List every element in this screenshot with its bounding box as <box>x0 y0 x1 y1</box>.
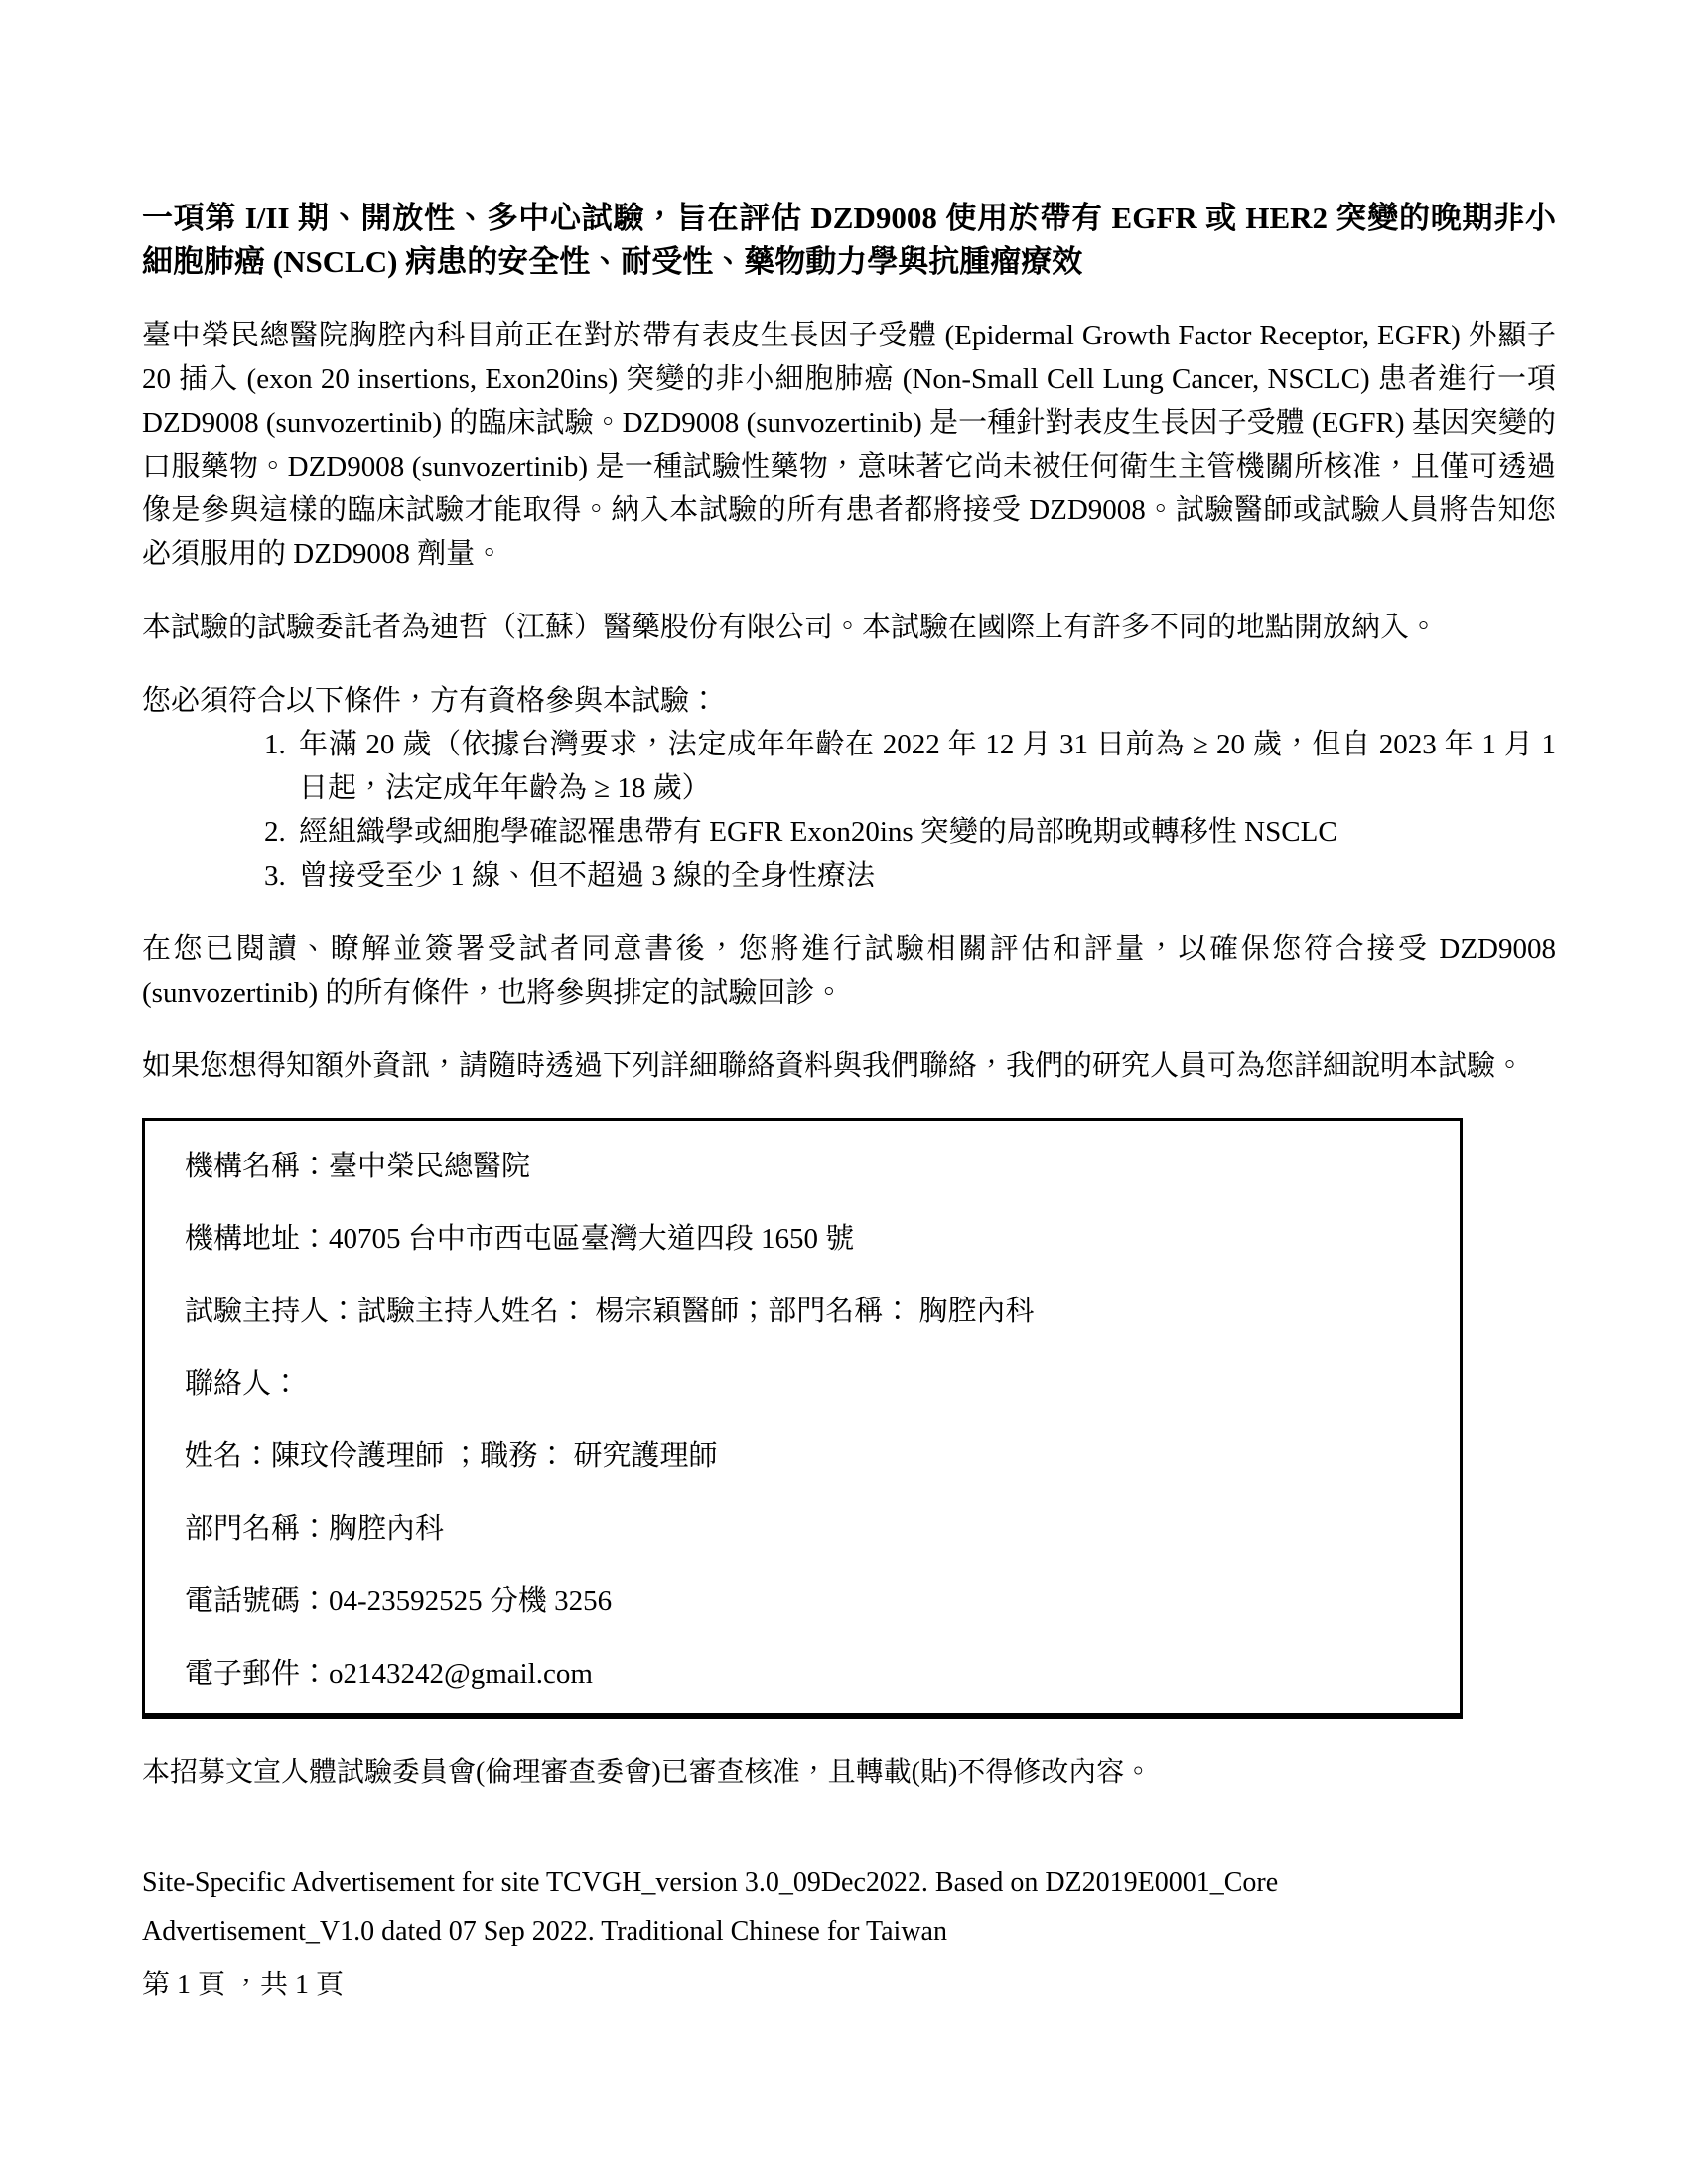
version-line-1: Site-Specific Advertisement for site TCVGH_version 3.0_09Dec2022. Based on DZ2019E0001_Core <box>142 1867 1279 1898</box>
more-info-paragraph: 如果您想得知額外資訊，請隨時透過下列詳細聯絡資料與我們聯絡，我們的研究人員可為您詳細說明本試驗。 <box>142 1050 1525 1082</box>
eligibility-item-prior-therapy: 3. 曾接受至少 1 線、但不超過 3 線的全身性療法 <box>293 854 1556 897</box>
eligibility-item-age: 1. 年滿 20 歲（依據台灣要求，法定成年年齡在 2022 年 12 月 31 日前為 ≥ 20 歲，但自 2023 年 1 月 1 日起，法定成年年齡為 ≥ 18 歲） <box>293 723 1556 810</box>
version-line-2: Advertisement_V1.0 dated 07 Sep 2022. Traditional Chinese for Taiwan <box>142 1916 947 1947</box>
consent-paragraph: 在您已閱讀、瞭解並簽署受試者同意書後，您將進行試驗相關評估和評量，以確保您符合接受 DZD9008 (sunvozertinib) 的所有條件，也將參與排定的試驗回診。 <box>142 933 1556 1009</box>
irb-approval-note: 本招募文宣人體試驗委員會(倫理審查委會)已審查核准，且轉載(貼)不得修改內容。 <box>142 1757 1153 1788</box>
principal-investigator-row: 試驗主持人：試驗主持人姓名： 楊宗穎醫師；部門名稱： 胸腔內科 <box>185 1296 1035 1327</box>
institution-name-row: 機構名稱：臺中榮民總醫院 <box>185 1151 531 1182</box>
phone-row: 電話號碼：04-23592525 分機 3256 <box>185 1585 613 1617</box>
contact-name-row: 姓名：陳玟伶護理師 ；職務： 研究護理師 <box>185 1440 718 1472</box>
department-row: 部門名稱：胸腔內科 <box>185 1513 445 1545</box>
eligibility-list <box>142 723 1556 897</box>
study-description-paragraph: 臺中榮民總醫院胸腔內科目前正在對於帶有表皮生長因子受體 (Epidermal Growth Factor Receptor, EGFR) 外顯子 20 插入 (exon 20 insertions, Exon20ins) 突變的非小細胞肺癌 (Non-Small Cell Lung Cancer, NSCLC) 患者進行一項 DZD9008 (sunvozertinib) 的臨床試驗。DZD9008 (sunvozertinib) 是一種針對表皮生長因子受體 (EGFR) 基因突變的口服藥物。DZD9008 (sunvozertinib) 是一種試驗性藥物，意味著它尚未被任何衛生主管機關所核准，且僅可透過像是參與這樣的臨床試驗才能取得。納入本試驗的所有患者都將接受 DZD9008。試驗醫師或試驗人員將告知您必須服用的 DZD9008 劑量。 <box>142 320 1556 570</box>
document-footer <box>142 1858 1556 2007</box>
page-number: 第 1 頁 ，共 1 頁 <box>142 1970 345 2000</box>
email-row: 電子郵件：o2143242@gmail.com <box>185 1658 593 1690</box>
sponsor-paragraph: 本試驗的試驗委託者為迪哲（江蘇）醫藥股份有限公司。本試驗在國際上有許多不同的地點開放納入。 <box>142 612 1439 643</box>
contact-person-row: 聯絡人： <box>185 1368 301 1400</box>
institution-address-row: 機構地址：40705 台中市西屯區臺灣大道四段 1650 號 <box>185 1223 855 1255</box>
contact-info-box <box>142 1118 1463 1719</box>
eligibility-intro: 您必須符合以下條件，方有資格參與本試驗： <box>142 685 719 717</box>
eligibility-item-diagnosis: 2. 經組織學或細胞學確認罹患帶有 EGFR Exon20ins 突變的局部晚期或轉移性 NSCLC <box>293 810 1556 854</box>
document-title: 一項第 I/II 期、開放性、多中心試驗，旨在評估 DZD9008 使用於帶有 EGFR 或 HER2 突變的晚期非小細胞肺癌 (NSCLC) 病患的安全性、耐受性、藥物動力學與抗腫瘤療效 <box>142 201 1556 279</box>
